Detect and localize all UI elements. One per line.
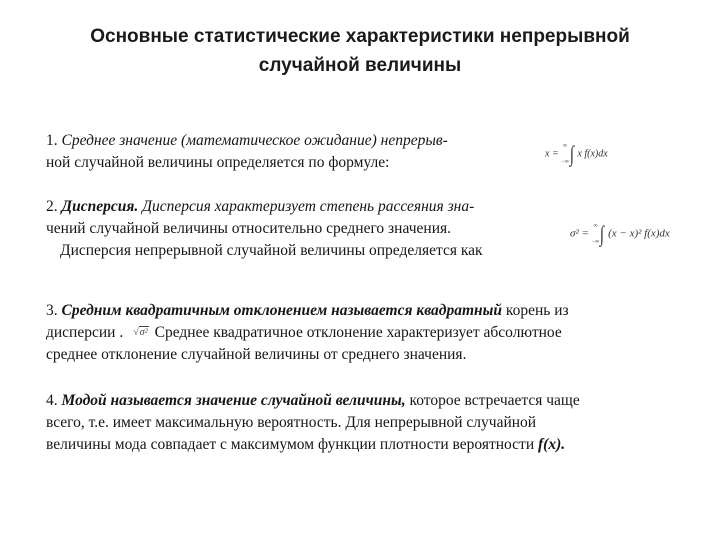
paragraph-std-line-1 bbox=[46, 300, 569, 322]
mean-formula-body: x f(x)dx bbox=[577, 148, 608, 160]
mode-line-3-text: величины мода совпадает с максимумом функции плотности вероятности bbox=[46, 436, 535, 453]
integral-icon: ∫ bbox=[600, 221, 605, 246]
mode-definition: Модой называется значение случайной величины, bbox=[61, 392, 406, 409]
paragraph-variance-line-2: чений случайной величины относительно среднего значения. bbox=[46, 220, 452, 237]
mode-definition-rest: которое встречается чаще bbox=[409, 392, 580, 409]
paragraph-std-line-3: среднее отклонение случайной величины от среднего значения. bbox=[46, 346, 467, 364]
variance-formula-limits bbox=[592, 218, 600, 250]
std-line-2-end: Среднее квадратичное отклонение характеризует абсолютное bbox=[154, 324, 562, 341]
paragraph-variance-line-3: Дисперсия непрерывной случайной величины определяется как bbox=[60, 242, 483, 259]
item-number: 1. bbox=[46, 132, 58, 149]
mean-formula bbox=[545, 138, 608, 170]
paragraph-mean bbox=[46, 130, 448, 174]
sqrt-formula: √σ² bbox=[133, 327, 148, 339]
paragraph-mode bbox=[46, 390, 580, 456]
item-number: 2. bbox=[46, 198, 58, 215]
variance-formula bbox=[570, 218, 670, 250]
variance-formula-upper: ∞ bbox=[593, 223, 598, 229]
paragraph-variance bbox=[46, 196, 483, 262]
paragraph-mean-line-2: ной случайной величины определяется по формуле: bbox=[46, 154, 390, 171]
title-line-1: Основные статистические характеристики непрерывной bbox=[90, 26, 630, 47]
paragraph-std-deviation bbox=[46, 300, 569, 366]
item-number: 4. bbox=[46, 392, 58, 409]
paragraph-mode-line-3 bbox=[46, 434, 580, 456]
title-line-2: случайной величины bbox=[258, 55, 462, 76]
paragraph-variance-line-1 bbox=[46, 196, 483, 218]
variance-formula-body: (x − x)² f(x)dx bbox=[608, 227, 670, 240]
variance-heading: Дисперсия. bbox=[61, 198, 139, 215]
variance-formula-lhs: σ² = bbox=[570, 227, 589, 240]
item-number: 3. bbox=[46, 302, 58, 319]
paragraph-std-line-2 bbox=[46, 322, 569, 344]
sqrt-formula-radicand: σ² bbox=[139, 327, 148, 339]
mean-formula-limits bbox=[561, 138, 569, 170]
integral-icon: ∫ bbox=[569, 141, 574, 166]
paragraph-mode-line-1 bbox=[46, 390, 580, 412]
paragraph-mean-line-1 bbox=[46, 130, 448, 152]
std-line-2-start: дисперсии . bbox=[46, 324, 124, 341]
variance-definition: Дисперсия характеризует степень рассеяния зна- bbox=[142, 198, 475, 215]
paragraph-mode-line-2: всего, т.е. имеет максимальную вероятность. Для непрерывной случайной bbox=[46, 414, 537, 431]
slide-title bbox=[0, 22, 720, 80]
variance-formula-lower: −∞ bbox=[591, 239, 600, 245]
std-definition-rest: корень из bbox=[505, 302, 569, 319]
density-function: f(x). bbox=[538, 436, 566, 453]
mean-formula-lhs: x = bbox=[545, 148, 559, 160]
mean-definition: Среднее значение (математическое ожидание) непрерыв- bbox=[61, 132, 448, 149]
mean-formula-upper: ∞ bbox=[562, 143, 568, 149]
std-definition: Средним квадратичным отклонением называется квадратный bbox=[61, 302, 502, 319]
mean-formula-lower: −∞ bbox=[561, 159, 569, 165]
